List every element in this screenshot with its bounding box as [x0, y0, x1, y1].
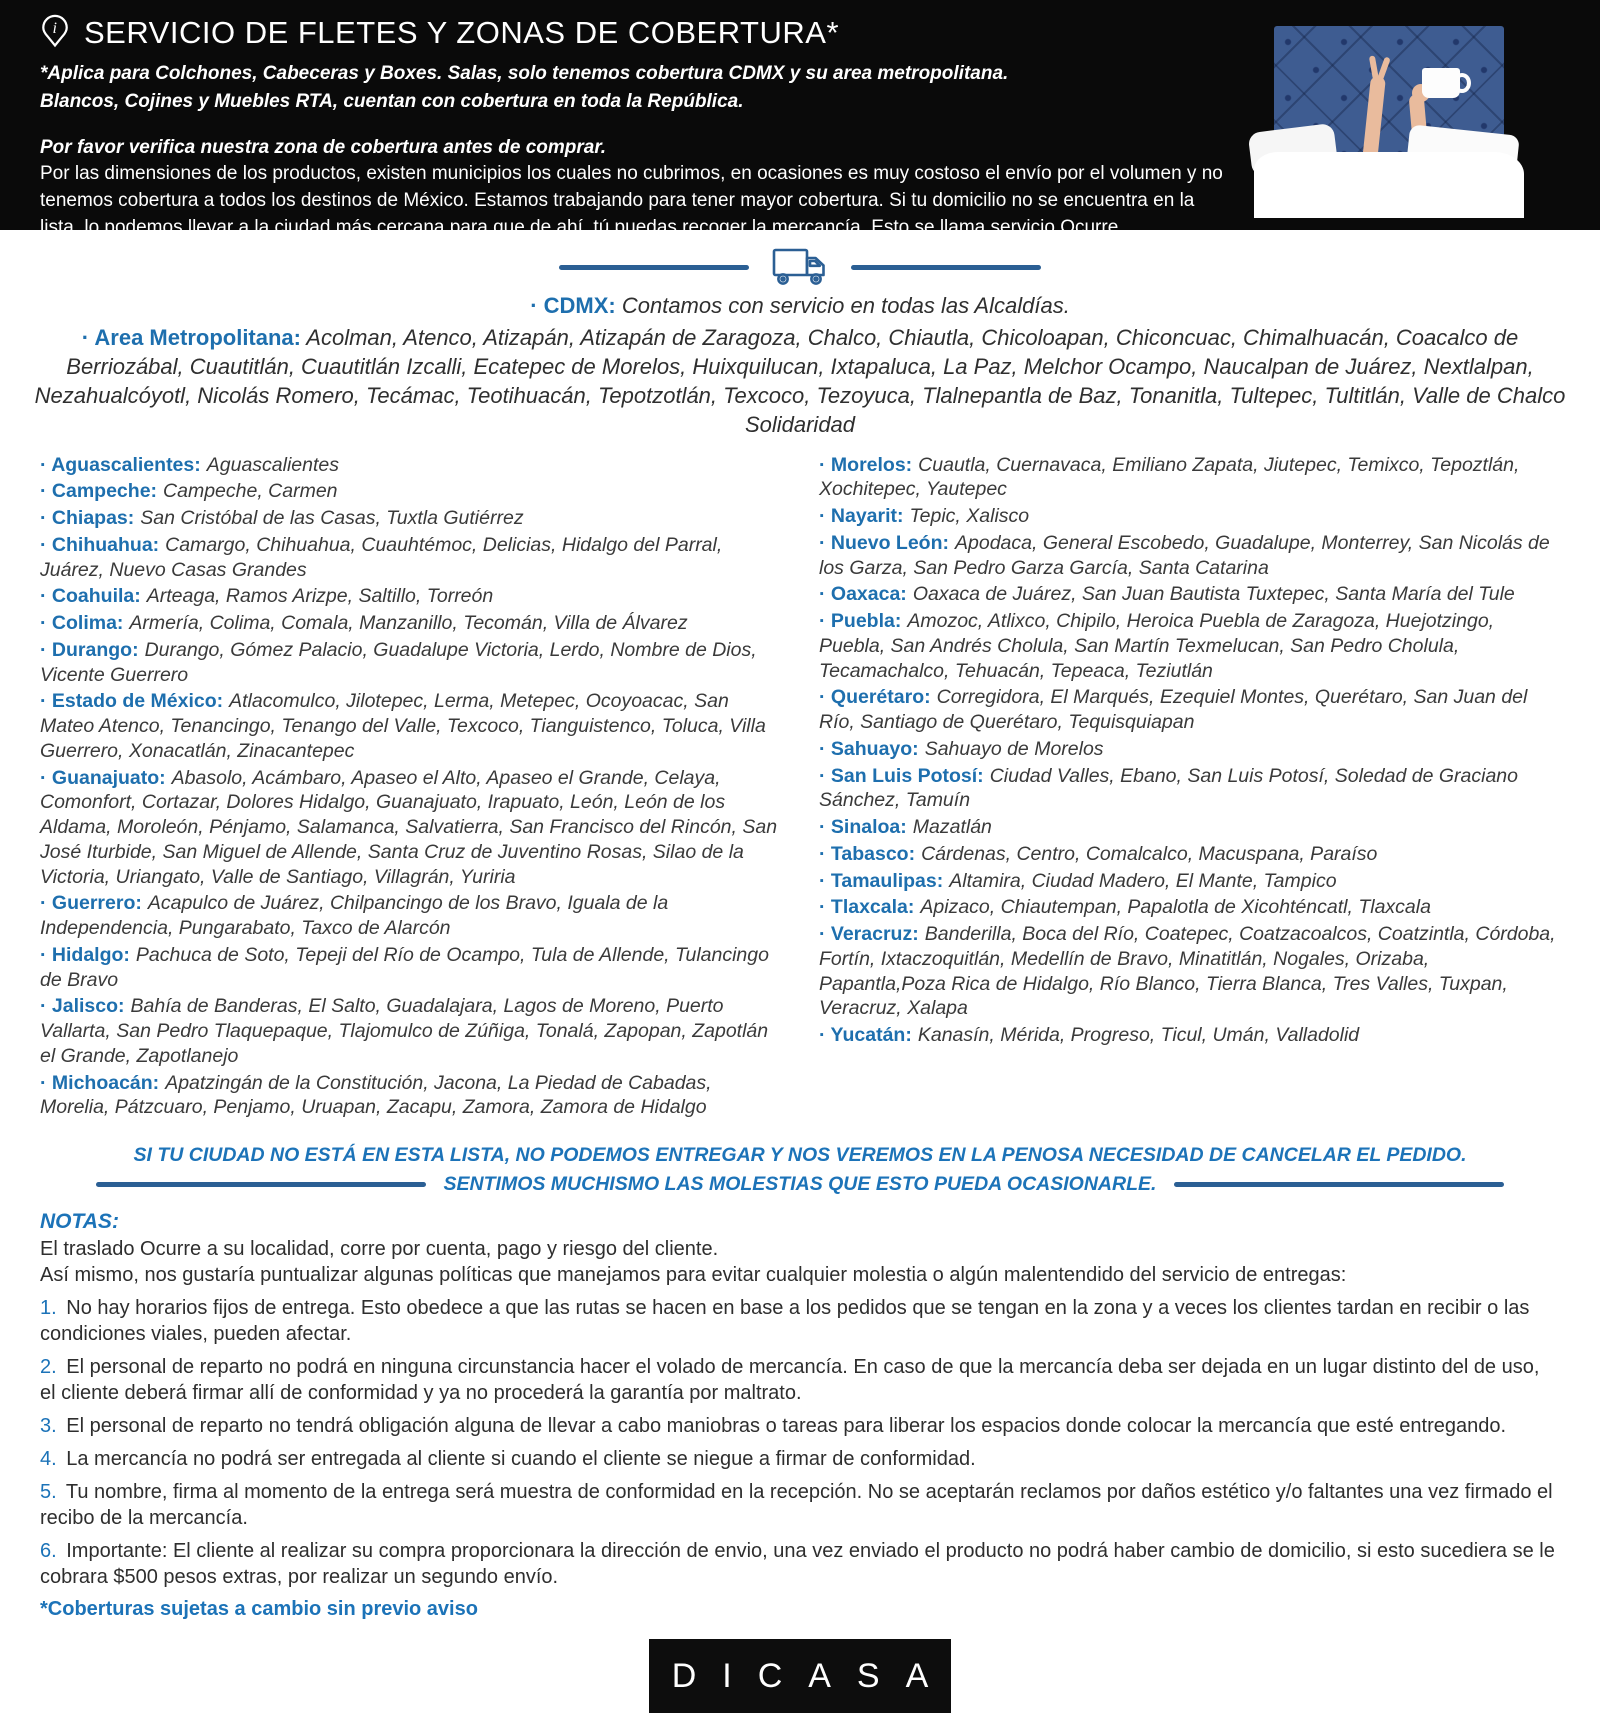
- metro-text: Acolman, Atenco, Atizapán, Atizapán de Zaragoza, Chalco, Chiautla, Chicoloapan, Chiconcuac, Chimalhuacán, Coacalco de Berriozábal, Cuautitlán, Cuautitlán Izcalli, Ecatepec de Morelos, Huixquilucan, Ixtapaluca, La Paz, Melchor Ocampo, Naucalpan de Juárez, Nextlalpan, Nezahualcóyotl, Nicolás Romero, Tecámac, Teotihuacán, Tepotzotlán, Texcoco, Tezoyuca, Tlalnepantla de Baz, Tonanitla, Tultepec, Tultitlán, Valle de Chalco Solidaridad: [34, 324, 1566, 437]
- note-text: El personal de reparto no tendrá obligación alguna de llevar a cabo maniobras o tareas para liberar los espacios donde colocar la mercancía que esté entregando.: [60, 1415, 1507, 1438]
- state-label: · Michoacán:: [40, 1071, 160, 1094]
- coverage-entry: [819, 1023, 1560, 1048]
- coverage-entry: [40, 766, 781, 890]
- state-cities: Bahía de Banderas, El Salto, Guadalajara, Lagos de Moreno, Puerto Vallarta, San Pedro Tlaquepaque, Tlajomulco de Zúñiga, Tonalá, Zapopan, Zapotlán el Grande, Zapotlanejo: [40, 995, 769, 1067]
- coverage-column-right: [819, 453, 1560, 1123]
- state-cities: Apatzingán de la Constitución, Jacona, La Piedad de Cabadas, Morelia, Pátzcuaro, Penjamo, Uruapan, Zacapu, Zamora, Zamora de Hidalgo: [40, 1071, 712, 1119]
- state-cities: Campeche, Carmen: [163, 480, 338, 503]
- coverage-entry: [40, 584, 781, 609]
- coverage-entry: [819, 922, 1560, 1021]
- header-note-line1: *Aplica para Colchones, Cabeceras y Boxes. Salas, solo tenemos cobertura CDMX y su area metropolitana.: [40, 63, 1009, 84]
- state-label: · Jalisco:: [40, 995, 125, 1018]
- state-label: · Yucatán:: [819, 1024, 912, 1047]
- coverage-entry: [819, 685, 1560, 735]
- warning-block: [0, 1144, 1600, 1196]
- state-cities: Apodaca, General Escobedo, Guadalupe, Monterrey, San Nicolás de los Garza, San Pedro Garza García, Santa Catarina: [819, 531, 1550, 579]
- state-label: · Puebla:: [819, 610, 902, 633]
- bed-photo: [1254, 18, 1524, 214]
- warning-line2-text: SENTIMOS MUCHISMO LAS MOLESTIAS QUE ESTO PUEDA OCASIONARLE.: [443, 1173, 1157, 1196]
- page-title: SERVICIO DE FLETES Y ZONAS DE COBERTURA*: [84, 14, 840, 50]
- state-cities: Armería, Colima, Comala, Manzanillo, Tecomán, Villa de Álvarez: [129, 612, 688, 635]
- state-cities: Apizaco, Chiautempan, Papalotla de Xicohténcatl, Tlaxcala: [920, 896, 1431, 919]
- state-label: · Estado de México:: [40, 690, 224, 713]
- note-item: [40, 1413, 1560, 1439]
- note-number: 6.: [40, 1540, 57, 1563]
- state-cities: Abasolo, Acámbaro, Apaseo el Alto, Apaseo el Grande, Celaya, Comonfort, Cortazar, Dolores Hidalgo, Guanajuato, Irapuato, León, León de los Aldama, Moroleón, Pénjamo, Salamanca, Salvatierra, San Francisco del Rincón, San José Iturbide, San Miguel de Allende, Santa Cruz de Juventino Rosas, Silao de la Victoria, Uriangato, Valle de Santiago, Villagrán, Yuriria: [40, 766, 778, 888]
- state-label: · Tamaulipas:: [819, 869, 944, 892]
- coverage-entry: [819, 895, 1560, 920]
- coverage-footnote: *Coberturas sujetas a cambio sin previo aviso: [40, 1598, 478, 1621]
- state-cities: Ciudad Valles, Ebano, San Luis Potosí, Soledad de Graciano Sánchez, Tamuín: [819, 764, 1518, 812]
- note-item: [40, 1446, 1560, 1472]
- state-label: · Tabasco:: [819, 842, 916, 865]
- metro-label: · Area Metropolitana:: [81, 324, 301, 350]
- coverage-entry: [819, 764, 1560, 814]
- note-number: 4.: [40, 1448, 57, 1471]
- header-band: [0, 0, 1600, 239]
- header-verify-line: Por favor verifica nuestra zona de cobertura antes de comprar.: [40, 137, 606, 159]
- state-label: · Morelos:: [819, 453, 913, 476]
- state-label: · Sinaloa:: [819, 816, 907, 839]
- state-label: · Querétaro:: [819, 686, 931, 709]
- truck-divider: [0, 246, 1600, 288]
- state-cities: Arteaga, Ramos Arizpe, Saltillo, Torreón: [146, 585, 494, 608]
- coverage-entry: [40, 994, 781, 1068]
- state-cities: Corregidora, El Marqués, Ezequiel Montes, Querétaro, San Juan del Río, Santiago de Querétaro, Tequisquiapan: [819, 686, 1528, 734]
- note-item: [40, 1479, 1560, 1531]
- state-cities: Pachuca de Soto, Tepeji del Río de Ocampo, Tula de Allende, Tulancingo de Bravo: [40, 943, 769, 991]
- state-cities: Durango, Gómez Palacio, Guadalupe Victoria, Lerdo, Nombre de Dios, Vicente Guerrero: [40, 638, 757, 686]
- cdmx-label: · CDMX:: [530, 293, 616, 318]
- note-number: 3.: [40, 1415, 57, 1438]
- state-label: · Coahuila:: [40, 585, 141, 608]
- note-item: [40, 1295, 1560, 1347]
- coverage-entry: [40, 479, 781, 504]
- state-label: · Colima:: [40, 612, 124, 635]
- note-text: Importante: El cliente al realizar su compra proporcionara la dirección de envio, una vez enviado el producto no podrá haber cambio de domicilio, si esto sucediera se le cobrara $500 pesos extras, por realizar un segundo envío.: [40, 1540, 1555, 1589]
- state-label: · Nuevo León:: [819, 531, 949, 554]
- coverage-entry: [819, 609, 1560, 683]
- note-number: 5.: [40, 1481, 57, 1504]
- state-label: · Campeche:: [40, 480, 158, 503]
- state-cities: Atlacomulco, Jilotepec, Lerma, Metepec, Ocoyoacac, San Mateo Atenco, Tenancingo, Tenango del Valle, Texcoco, Tianguistenco, Toluca, Villa Guerrero, Xonacatlán, Zinacantepec: [40, 690, 766, 762]
- note-number: 2.: [40, 1356, 57, 1379]
- coverage-entry: [819, 582, 1560, 607]
- coverage-entry: [40, 689, 781, 763]
- coverage-entry: [819, 453, 1560, 503]
- state-label: · Durango:: [40, 638, 139, 661]
- warning-line1: [0, 1144, 1600, 1167]
- blanket: [1254, 152, 1524, 218]
- state-label: · Tlaxcala:: [819, 896, 915, 919]
- note-item: [40, 1354, 1560, 1406]
- header-body-text: Por las dimensiones de los productos, existen municipios los cuales no cubrimos, en ocasiones es muy costoso el envío por el volumen y no tenemos cobertura a todos los destinos de México. Estamos trabajando para tener mayor cobertura. Si tu domicilio no se encuentra en la lista, lo podemos llevar a la ciudad más cercana para que de ahí, tú puedas recoger la mercancía. Esto se llama servicio Ocurre.: [40, 163, 1223, 239]
- notes-heading: NOTAS:: [40, 1210, 119, 1234]
- note-item: [40, 1538, 1560, 1590]
- coverage-entry: [819, 815, 1560, 840]
- metro-area-paragraph: [0, 321, 1600, 439]
- coverage-entry: [819, 737, 1560, 762]
- divider-rule-left: [559, 265, 749, 270]
- note-text: La mercancía no podrá ser entregada al cliente si cuando el cliente se niegue a firmar de conformidad.: [60, 1448, 976, 1471]
- coverage-columns: [0, 439, 1600, 1123]
- state-cities: Banderilla, Boca del Río, Coatepec, Coatzacoalcos, Coatzintla, Córdoba, Fortín, Ixtaczoquitlán, Medellín de Bravo, Minatitlán, Nogales, Orizaba, Papantla,Poza Rica de Hidalgo, Río Blanco, Tierra Blanca, Tres Valles, Tuxpan, Veracruz, Xalapa: [819, 923, 1556, 1020]
- warning-rule-right: [1174, 1182, 1504, 1187]
- info-pin-icon: [40, 14, 70, 51]
- header-note-line2: Blancos, Cojines y Muebles RTA, cuentan con cobertura en toda la República.: [40, 90, 744, 112]
- dicasa-logo: [649, 1639, 955, 1713]
- coverage-entry: [40, 611, 781, 636]
- coverage-entry: [40, 891, 781, 941]
- coverage-entry: [819, 869, 1560, 894]
- state-label: · Nayarit:: [819, 505, 904, 528]
- warning-line2: [0, 1173, 1600, 1196]
- state-cities: Amozoc, Atlixco, Chipilo, Heroica Puebla de Zaragoza, Huejotzingo, Puebla, San Andrés Cholula, San Martín Texmelucan, San Pedro Cholula, Tecamachalco, Tehuacán, Tepeaca, Teziutlán: [819, 610, 1495, 682]
- coffee-mug: [1422, 68, 1460, 98]
- warning-strong2: CANCELAR EL PEDIDO.: [1241, 1144, 1467, 1167]
- state-cities: Altamira, Ciudad Madero, El Mante, Tampico: [949, 869, 1337, 892]
- note-number: 1.: [40, 1297, 57, 1320]
- state-label: · Chihuahua:: [40, 533, 160, 556]
- state-cities: Sahuayo de Morelos: [924, 737, 1104, 760]
- coverage-entry: [819, 504, 1560, 529]
- notes-list: [40, 1236, 1560, 1590]
- divider-rule-right: [851, 265, 1041, 270]
- coverage-entry: [40, 1071, 781, 1121]
- coverage-entry: [40, 638, 781, 688]
- coverage-entry: [40, 533, 781, 583]
- state-cities: Oaxaca de Juárez, San Juan Bautista Tuxtepec, Santa María del Tule: [912, 583, 1515, 606]
- state-label: · Veracruz:: [819, 923, 919, 946]
- state-cities: Acapulco de Juárez, Chilpancingo de los Bravo, Iguala de la Independencia, Pungarabato, Taxco de Alarcón: [40, 892, 669, 940]
- state-label: · Aguascalientes:: [40, 453, 201, 476]
- warning-strong1: SI TU CIUDAD NO ESTÁ EN ESTA LISTA,: [133, 1144, 511, 1167]
- state-cities: Camargo, Chihuahua, Cuauhtémoc, Delicias, Hidalgo del Parral, Juárez, Nuevo Casas Grandes: [40, 533, 723, 581]
- coverage-entry: [819, 531, 1560, 581]
- header-note: [40, 60, 1180, 115]
- note-text: Tu nombre, firma al momento de la entrega será muestra de conformidad en la recepción. No se aceptarán reclamos por daños estético y/o faltantes una vez firmado el recibo de la mercancía.: [40, 1481, 1553, 1530]
- notes-intro1: El traslado Ocurre a su localidad, corre por cuenta, pago y riesgo del cliente.: [40, 1238, 719, 1261]
- warning-rule-left: [96, 1182, 426, 1187]
- state-label: · Hidalgo:: [40, 943, 130, 966]
- coverage-entry: [40, 453, 781, 478]
- coverage-entry: [40, 506, 781, 531]
- state-label: · Chiapas:: [40, 507, 135, 530]
- state-cities: Tepic, Xalisco: [909, 505, 1030, 528]
- dicasa-logo-text: DICASA: [671, 1656, 955, 1695]
- state-label: · Oaxaca:: [819, 583, 907, 606]
- state-label: · San Luis Potosí:: [819, 764, 984, 787]
- note-text: No hay horarios fijos de entrega. Esto obedece a que las rutas se hacen en base a los pedidos que se tengan en la zona y a veces los clientes tardan en recibir o las condiciones viales, pueden afectar.: [40, 1297, 1530, 1346]
- state-cities: Mazatlán: [912, 816, 992, 839]
- state-label: · Sahuayo:: [819, 737, 919, 760]
- coverage-entry: [40, 943, 781, 993]
- state-cities: San Cristóbal de las Casas, Tuxtla Gutiérrez: [140, 507, 524, 530]
- warning-mid: NO PODEMOS ENTREGAR Y NOS VEREMOS EN LA PENOSA NECESIDAD DE: [510, 1144, 1242, 1167]
- state-cities: Aguascalientes: [206, 453, 340, 476]
- state-cities: Cuautla, Cuernavaca, Emiliano Zapata, Jiutepec, Temixco, Tepoztlán, Xochitepec, Yautepec: [819, 453, 1520, 501]
- note-text: El personal de reparto no podrá en ninguna circunstancia hacer el volado de mercancía. En caso de que la mercancía deba ser dejada en un lugar distinto del de uso, el cliente deberá firmar allí de conformidad y ya no procederá la garantía por maltrato.: [40, 1356, 1540, 1405]
- cdmx-text: Contamos con servicio en todas las Alcaldías.: [615, 293, 1070, 318]
- coverage-entry: [819, 842, 1560, 867]
- notes-intro2: Así mismo, nos gustaría puntualizar algunas políticas que manejamos para evitar cualquier molestia o algún malentendido del servicio de entregas:: [40, 1264, 1347, 1287]
- state-cities: Kanasín, Mérida, Progreso, Ticul, Umán, Valladolid: [917, 1024, 1360, 1047]
- state-label: · Guerrero:: [40, 892, 142, 915]
- state-cities: Cárdenas, Centro, Comalcalco, Macuspana, Paraíso: [921, 842, 1378, 865]
- truck-icon: [771, 246, 829, 288]
- state-label: · Guanajuato:: [40, 766, 166, 789]
- cdmx-line: [0, 292, 1600, 321]
- coverage-column-left: [40, 453, 781, 1123]
- svg-text:i: i: [52, 20, 58, 38]
